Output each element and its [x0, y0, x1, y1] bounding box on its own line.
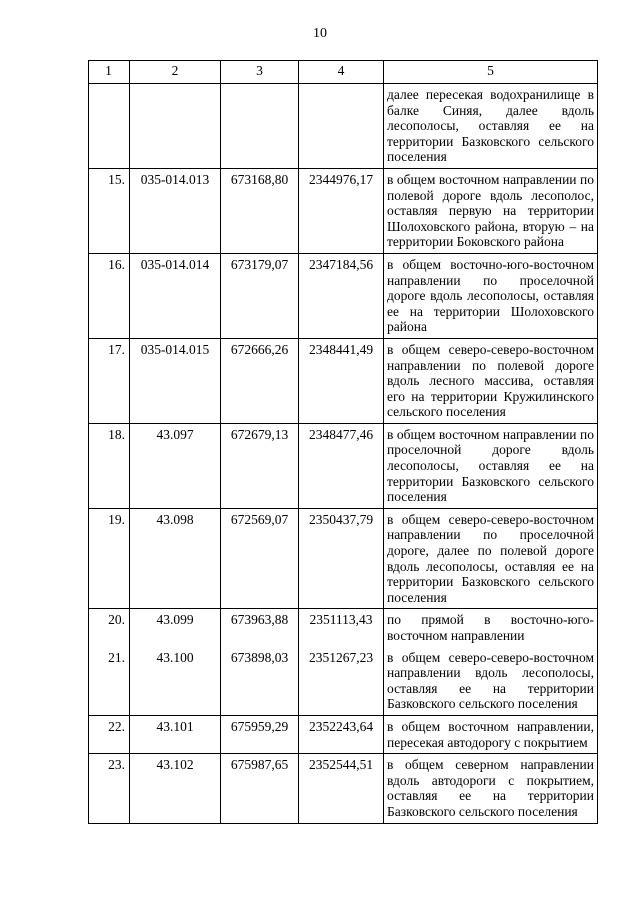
boundary-description: по прямой в восточно-юго-восточном направлении	[384, 609, 598, 647]
coordinate-y: 2347184,56	[299, 253, 384, 338]
table-row	[89, 647, 598, 716]
boundary-description: в общем северо-северо-восточном направлении по полевой дороге вдоль лесного массива, оставляя его на территории Кружилинского сельского поселения	[384, 338, 598, 423]
coordinate-y: 2351113,43	[299, 609, 384, 647]
coordinate-x: 673179,07	[221, 253, 299, 338]
table-row	[89, 338, 598, 423]
coordinate-x: 673168,80	[221, 168, 299, 253]
column-header-3: 3	[221, 61, 299, 84]
point-code: 035-014.014	[130, 253, 221, 338]
header-row	[89, 61, 598, 84]
row-number: 19.	[89, 508, 130, 609]
boundary-description: в общем восточном направлении по полевой дороге вдоль лесополос, оставляя первую на территории Шолоховского района, вторую – на территории Боковского района	[384, 168, 598, 253]
row-number: 18.	[89, 423, 130, 508]
coordinate-y: 2348477,46	[299, 423, 384, 508]
coordinate-x: 672569,07	[221, 508, 299, 609]
coordinate-x: 672679,13	[221, 423, 299, 508]
point-code: 43.097	[130, 423, 221, 508]
coordinate-x: 675959,29	[221, 715, 299, 753]
row-number: 22.	[89, 715, 130, 753]
row-number: 20.	[89, 609, 130, 647]
column-header-1: 1	[89, 61, 130, 84]
point-code: 43.098	[130, 508, 221, 609]
coordinate-y: 2344976,17	[299, 168, 384, 253]
coordinate-x: 673898,03	[221, 647, 299, 716]
point-code: 035-014.013	[130, 168, 221, 253]
boundary-description: в общем восточно-юго-восточном направлении по проселочной дороге вдоль лесополосы, оставляя ее на территории Шолоховского района	[384, 253, 598, 338]
coordinate-y: 2352544,51	[299, 754, 384, 823]
row-number: 17.	[89, 338, 130, 423]
coordinate-y: 2352243,64	[299, 715, 384, 753]
coordinate-x: 672666,26	[221, 338, 299, 423]
row-number	[89, 84, 130, 169]
coordinate-y: 2350437,79	[299, 508, 384, 609]
boundary-description: в общем северо-северо-восточном направлении вдоль лесополосы, оставляя ее на территории Базковского сельского поселения	[384, 647, 598, 716]
point-code: 43.099	[130, 609, 221, 647]
page-number: 10	[313, 26, 327, 41]
table-row	[89, 508, 598, 609]
table-row	[89, 253, 598, 338]
column-header-5: 5	[384, 61, 598, 84]
column-header-4: 4	[299, 61, 384, 84]
table-row	[89, 609, 598, 647]
coordinate-x	[221, 84, 299, 169]
boundary-description: в общем северном направлении вдоль автодороги с покрытием, оставляя ее на территории Базковского сельского поселения	[384, 754, 598, 823]
table-row	[89, 715, 598, 753]
boundary-table	[88, 60, 598, 824]
boundary-description: в общем северо-северо-восточном направлении по проселочной дороге, далее по полевой дороге вдоль лесополосы, оставляя ее на территории Базковского сельского поселения	[384, 508, 598, 609]
row-number: 15.	[89, 168, 130, 253]
coordinate-x: 673963,88	[221, 609, 299, 647]
coordinate-y: 2348441,49	[299, 338, 384, 423]
point-code	[130, 84, 221, 169]
point-code: 43.102	[130, 754, 221, 823]
point-code: 43.101	[130, 715, 221, 753]
table-row	[89, 168, 598, 253]
coordinate-x: 675987,65	[221, 754, 299, 823]
table-row	[89, 423, 598, 508]
point-code: 43.100	[130, 647, 221, 716]
table-row	[89, 754, 598, 823]
row-number: 16.	[89, 253, 130, 338]
boundary-description: в общем восточном направлении, пересекая автодорогу с покрытием	[384, 715, 598, 753]
boundary-description: далее пересекая водохранилище в балке Синяя, далее вдоль лесополосы, оставляя ее на территории Базковского сельского поселения	[384, 84, 598, 169]
column-header-2: 2	[130, 61, 221, 84]
row-number: 23.	[89, 754, 130, 823]
table-row	[89, 84, 598, 169]
boundary-description: в общем восточном направлении по проселочной дороге вдоль лесополосы, оставляя ее на территории Базковского сельского поселения	[384, 423, 598, 508]
coordinate-y: 2351267,23	[299, 647, 384, 716]
row-number: 21.	[89, 647, 130, 716]
point-code: 035-014.015	[130, 338, 221, 423]
coordinate-y	[299, 84, 384, 169]
